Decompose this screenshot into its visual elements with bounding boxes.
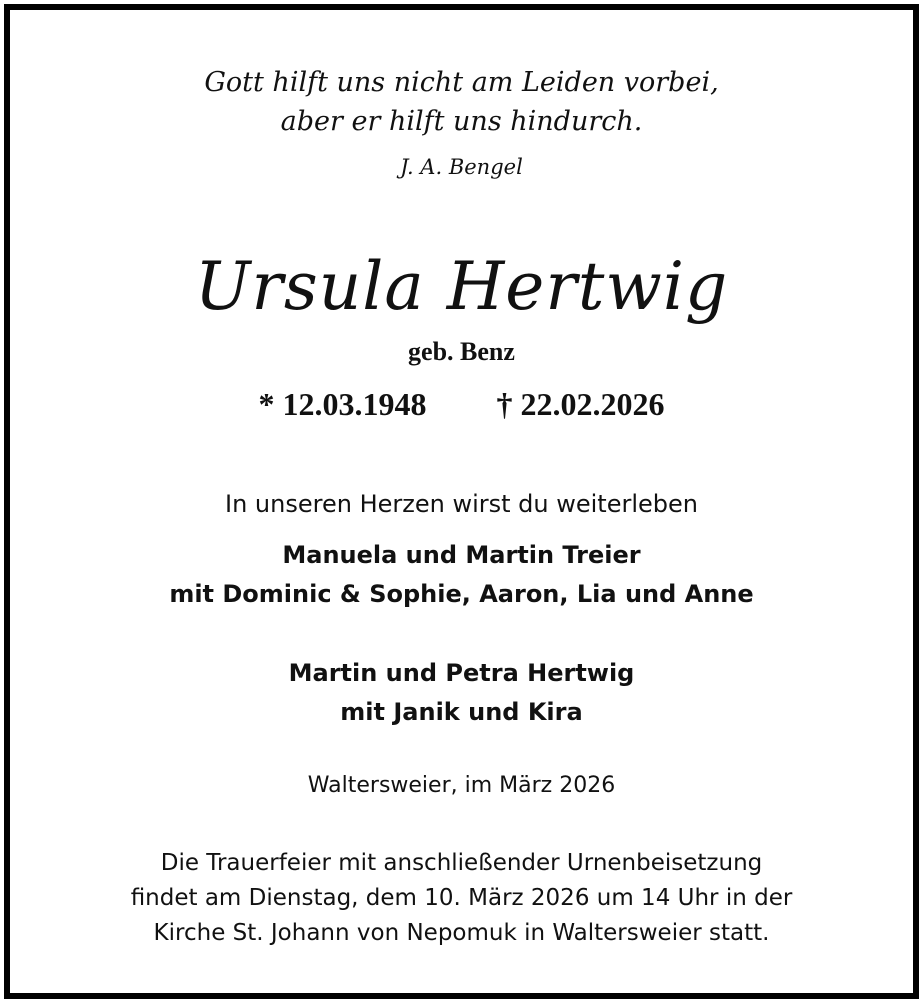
- quote-author: J. A. Bengel: [400, 155, 523, 179]
- family-1-line-2: mit Dominic & Sophie, Aaron, Lia und Anne: [169, 580, 754, 608]
- birth-date: * 12.03.1948: [258, 386, 427, 422]
- family-1-line-1: Manuela und Martin Treier: [282, 541, 641, 569]
- funeral-line-2: findet am Dienstag, dem 10. März 2026 um 14 Uhr in der: [130, 885, 793, 911]
- birth-name: geb. Benz: [408, 337, 515, 366]
- family-2-line-2: mit Janik und Kira: [340, 698, 583, 726]
- quote-line-1: Gott hilft uns nicht am Leiden vorbei,: [204, 67, 719, 98]
- death-date: † 22.02.2026: [496, 386, 665, 422]
- family-2-line-1: Martin und Petra Hertwig: [288, 659, 635, 687]
- funeral-line-1: Die Trauerfeier mit anschließender Urnenbeisetzung: [160, 850, 763, 876]
- obituary-notice: [4, 4, 919, 999]
- funeral-line-3: Kirche St. Johann von Nepomuk in Waltersweier statt.: [153, 920, 770, 946]
- life-dates: [10, 384, 913, 424]
- quote-line-2: aber er hilft uns hindurch.: [280, 106, 643, 137]
- place-date: Waltersweier, im März 2026: [307, 773, 616, 798]
- deceased-name: Ursula Hertwig: [194, 248, 729, 325]
- mourning-intro: In unseren Herzen wirst du weiterleben: [225, 490, 698, 518]
